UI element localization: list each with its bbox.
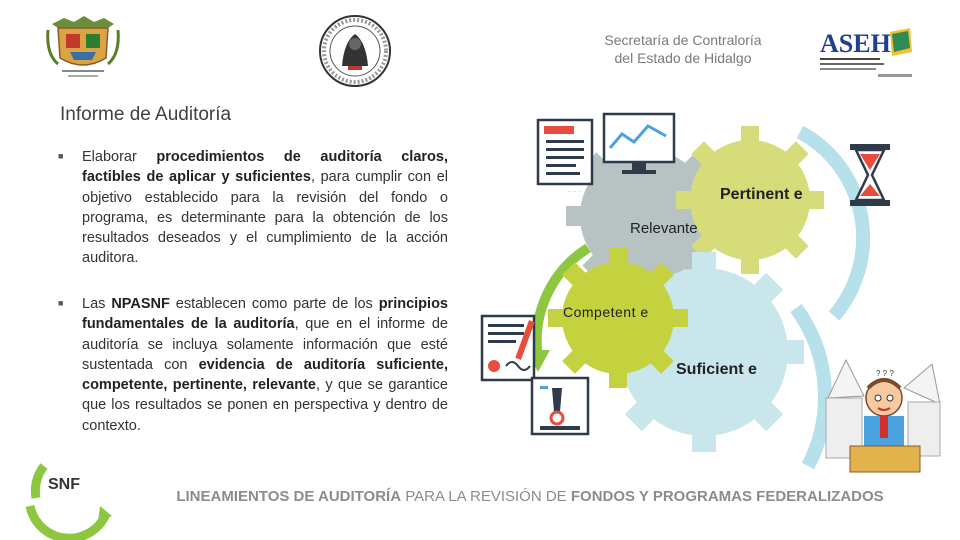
gear-label-competente: Competent e — [563, 304, 649, 320]
contract-certificate-icon — [482, 316, 535, 380]
report-title: Informe de Auditoría — [60, 104, 232, 125]
bullet-square-icon: ■ — [58, 298, 64, 308]
svg-text:? ? ?: ? ? ? — [876, 369, 894, 378]
auditor-seal-logo — [318, 14, 392, 88]
footer-title — [170, 487, 890, 507]
gear-label-pertinente: Pertinent e — [720, 186, 803, 203]
blue-arc-arrow-right — [796, 308, 825, 466]
text-run: , para cumplir con el objetivo establecido para la revisión del fondo o programa, es determinante para la obtención de los resultados deseados y el cumplimiento de la acción auditora. — [82, 169, 448, 267]
footer-bold-run: LINEAMIENTOS DE AUDITORÍA — [176, 488, 402, 505]
secretaria-line-1: Secretaría de Contraloría — [604, 32, 762, 48]
svg-text:- - -: - - - — [568, 186, 582, 196]
secretaria-heading — [583, 31, 783, 67]
gear-label-relevante: Relevante — [630, 220, 698, 237]
text-run: establecen como parte de los — [169, 296, 379, 312]
svg-text:- - -: - - - — [850, 206, 864, 216]
text-run: , que en el informe de auditoría se incluya solamente información que esté sustentada con — [82, 316, 448, 373]
bullet-square-icon: ■ — [58, 151, 64, 161]
microscope-icon — [532, 378, 588, 434]
text-run-bold: principios fundamentales de la auditoría — [82, 296, 448, 333]
text-run-bold: evidencia de auditoría suficiente, competente, pertinente, relevante — [82, 356, 448, 394]
snf-label: SNF — [48, 476, 80, 493]
asei-logo — [818, 26, 914, 80]
snf-cycle-logo — [16, 458, 120, 540]
bullet-text — [82, 294, 448, 436]
text-run-bold: procedimientos de auditoría claros, factibles de aplicar y suficientes — [82, 149, 448, 186]
evidence-gears-graphic — [478, 96, 960, 486]
svg-text:ASEH: ASEH — [820, 29, 891, 58]
secretaria-line-2: del Estado de Hidalgo — [614, 50, 752, 66]
text-run: Elaborar — [82, 149, 157, 165]
footer-normal-run: PARA LA REVISIÓN DE — [401, 488, 571, 505]
document-icon — [538, 120, 592, 184]
hidalgo-coat-of-arms-logo — [44, 14, 122, 82]
blue-arc-arrow-top — [800, 132, 863, 316]
gear-label-suficiente: Suficient e — [676, 361, 757, 378]
text-run: , y que se garantice que los resultados se ponen en perspectiva y dentro de contexto. — [82, 377, 448, 434]
text-run-bold: NPASNF — [111, 296, 170, 312]
footer-bold-run: FONDOS Y PROGRAMAS FEDERALIZADOS — [570, 488, 884, 505]
stressed-worker-illustration — [826, 360, 940, 472]
bullet-text — [82, 147, 448, 269]
text-run: Las — [82, 296, 112, 312]
